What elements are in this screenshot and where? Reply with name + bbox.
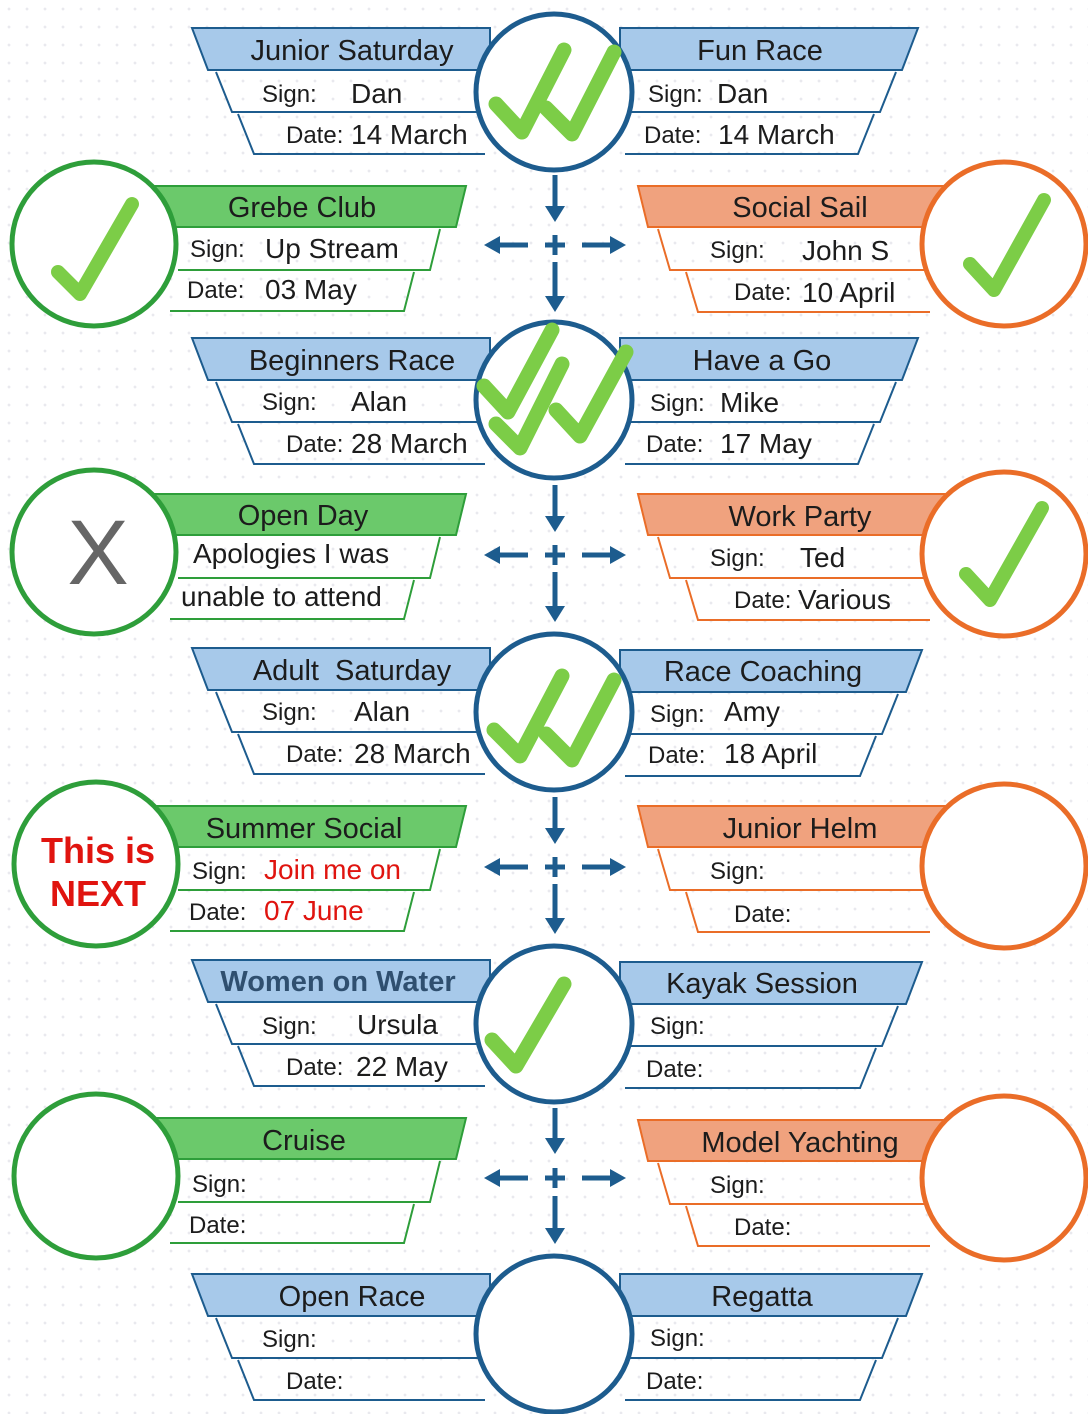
next-label-line-2: NEXT (49, 873, 147, 914)
date-value: 14 March (351, 119, 468, 150)
date-value: 03 May (265, 274, 357, 305)
card-title: Race Coaching (663, 656, 863, 688)
date-value: 14 March (718, 119, 835, 150)
sign-value: Mike (720, 387, 780, 418)
date-value: 28 March (351, 428, 468, 459)
date-label: Date: (286, 1054, 344, 1081)
connector-3 (484, 797, 626, 934)
sign-label: Sign: (262, 81, 317, 108)
card-title: Beginners Race (248, 345, 456, 377)
date-label: Date: (734, 279, 792, 306)
card-open-race (192, 1274, 490, 1400)
side-circle-right-3 (922, 784, 1086, 948)
date-label: Date: (286, 741, 344, 768)
card-title: Model Yachting (701, 1127, 899, 1159)
date-label: Date: (187, 277, 245, 304)
sign-value: Alan (354, 696, 411, 727)
pair-3 (192, 634, 922, 790)
apology-line-1: Apologies I was (193, 538, 390, 569)
card-adult-saturday (192, 648, 490, 774)
date-label: Date: (646, 1368, 704, 1395)
next-label-line-1: This is (40, 830, 156, 871)
date-label: Date: (189, 899, 247, 926)
card-title: Regatta (711, 1281, 813, 1313)
date-label: Date: (646, 431, 704, 458)
card-title: Social Sail (732, 192, 868, 224)
card-title: Fun Race (697, 35, 823, 67)
sign-label: Sign: (710, 1172, 765, 1199)
card-title: Kayak Session (666, 968, 858, 1000)
date-label: Date: (286, 122, 344, 149)
sign-label: Sign: (262, 389, 317, 416)
date-label: Date: (734, 901, 792, 928)
date-label: Date: (646, 1056, 704, 1083)
connector-4 (484, 1108, 626, 1244)
sign-label: Sign: (192, 1171, 247, 1198)
date-label: Date: (189, 1212, 247, 1239)
pair-5 (192, 1256, 922, 1412)
card-grebe-club (140, 186, 466, 311)
pair-2 (192, 322, 918, 478)
center-circle-1 (476, 14, 632, 170)
card-kayak-session (620, 962, 922, 1088)
card-title: Women on Water (220, 966, 456, 998)
sign-label: Sign: (262, 699, 317, 726)
sign-label: Sign: (190, 236, 245, 263)
sign-value: Dan (717, 78, 769, 109)
side-circle-left-4 (14, 1094, 178, 1258)
date-label: Date: (734, 1214, 792, 1241)
sign-label: Sign: (710, 858, 765, 885)
card-fun-race (620, 28, 918, 154)
card-title: Open Day (237, 500, 369, 532)
sign-label: Sign: (192, 858, 247, 885)
connector-2 (484, 485, 626, 622)
sign-label: Sign: (650, 390, 705, 417)
sign-label: Sign: (710, 237, 765, 264)
sign-value: Alan (351, 386, 408, 417)
date-label: Date: (648, 742, 706, 769)
card-open-day (140, 494, 466, 619)
card-cruise (140, 1118, 466, 1243)
sign-label: Sign: (650, 701, 705, 728)
sign-label: Sign: (710, 545, 765, 572)
sign-value: John S (802, 235, 890, 266)
card-regatta (620, 1274, 922, 1400)
side-circle-right-4 (922, 1096, 1086, 1260)
card-title: Cruise (262, 1125, 346, 1157)
date-label: Date: (286, 1368, 344, 1395)
side-circle-right-1 (922, 162, 1086, 326)
date-value: 22 May (356, 1051, 448, 1082)
sign-label: Sign: (262, 1013, 317, 1040)
card-title: Grebe Club (227, 192, 377, 224)
date-value: 28 March (354, 738, 471, 769)
sign-value: Up Stream (265, 233, 399, 264)
sign-value: Ted (800, 542, 846, 573)
sign-value: Amy (724, 696, 780, 727)
card-race-coaching (620, 650, 922, 776)
center-circle-4 (476, 946, 632, 1102)
date-value: Various (798, 584, 891, 615)
pair-4 (192, 946, 922, 1102)
date-label: Date: (644, 122, 702, 149)
connector-1 (484, 175, 626, 312)
apology-line-2: unable to attend (181, 581, 382, 612)
side-circle-right-2 (922, 472, 1086, 636)
card-title: Summer Social (205, 813, 403, 845)
pair-1 (192, 14, 918, 170)
card-title: Junior Saturday (250, 35, 454, 67)
date-value: 07 June (264, 895, 364, 926)
date-value: 10 April (802, 277, 896, 308)
sign-value: Dan (351, 78, 403, 109)
side-circle-left-1 (12, 162, 176, 326)
date-label: Date: (734, 587, 792, 614)
sign-label: Sign: (648, 81, 703, 108)
cross-icon: X (67, 502, 129, 604)
card-summer-social (140, 806, 466, 931)
date-label: Date: (286, 431, 344, 458)
sign-value: Join me on (264, 854, 401, 885)
card-title: Adult Saturday (252, 655, 452, 687)
card-title: Open Race (278, 1281, 426, 1313)
card-title: Work Party (728, 501, 872, 533)
card-women-on-water (192, 960, 490, 1086)
date-value: 17 May (720, 428, 812, 459)
date-value: 18 April (724, 738, 818, 769)
center-circle-5 (476, 1256, 632, 1412)
center-circle-3 (476, 634, 632, 790)
card-title: Have a Go (692, 345, 832, 377)
sign-value: Ursula (357, 1009, 438, 1040)
sign-label: Sign: (262, 1326, 317, 1353)
sign-label: Sign: (650, 1013, 705, 1040)
card-title: Junior Helm (722, 813, 878, 845)
sign-label: Sign: (650, 1325, 705, 1352)
card-have-a-go (620, 338, 918, 464)
card-beginners-race (192, 338, 490, 464)
card-junior-saturday (192, 28, 490, 154)
